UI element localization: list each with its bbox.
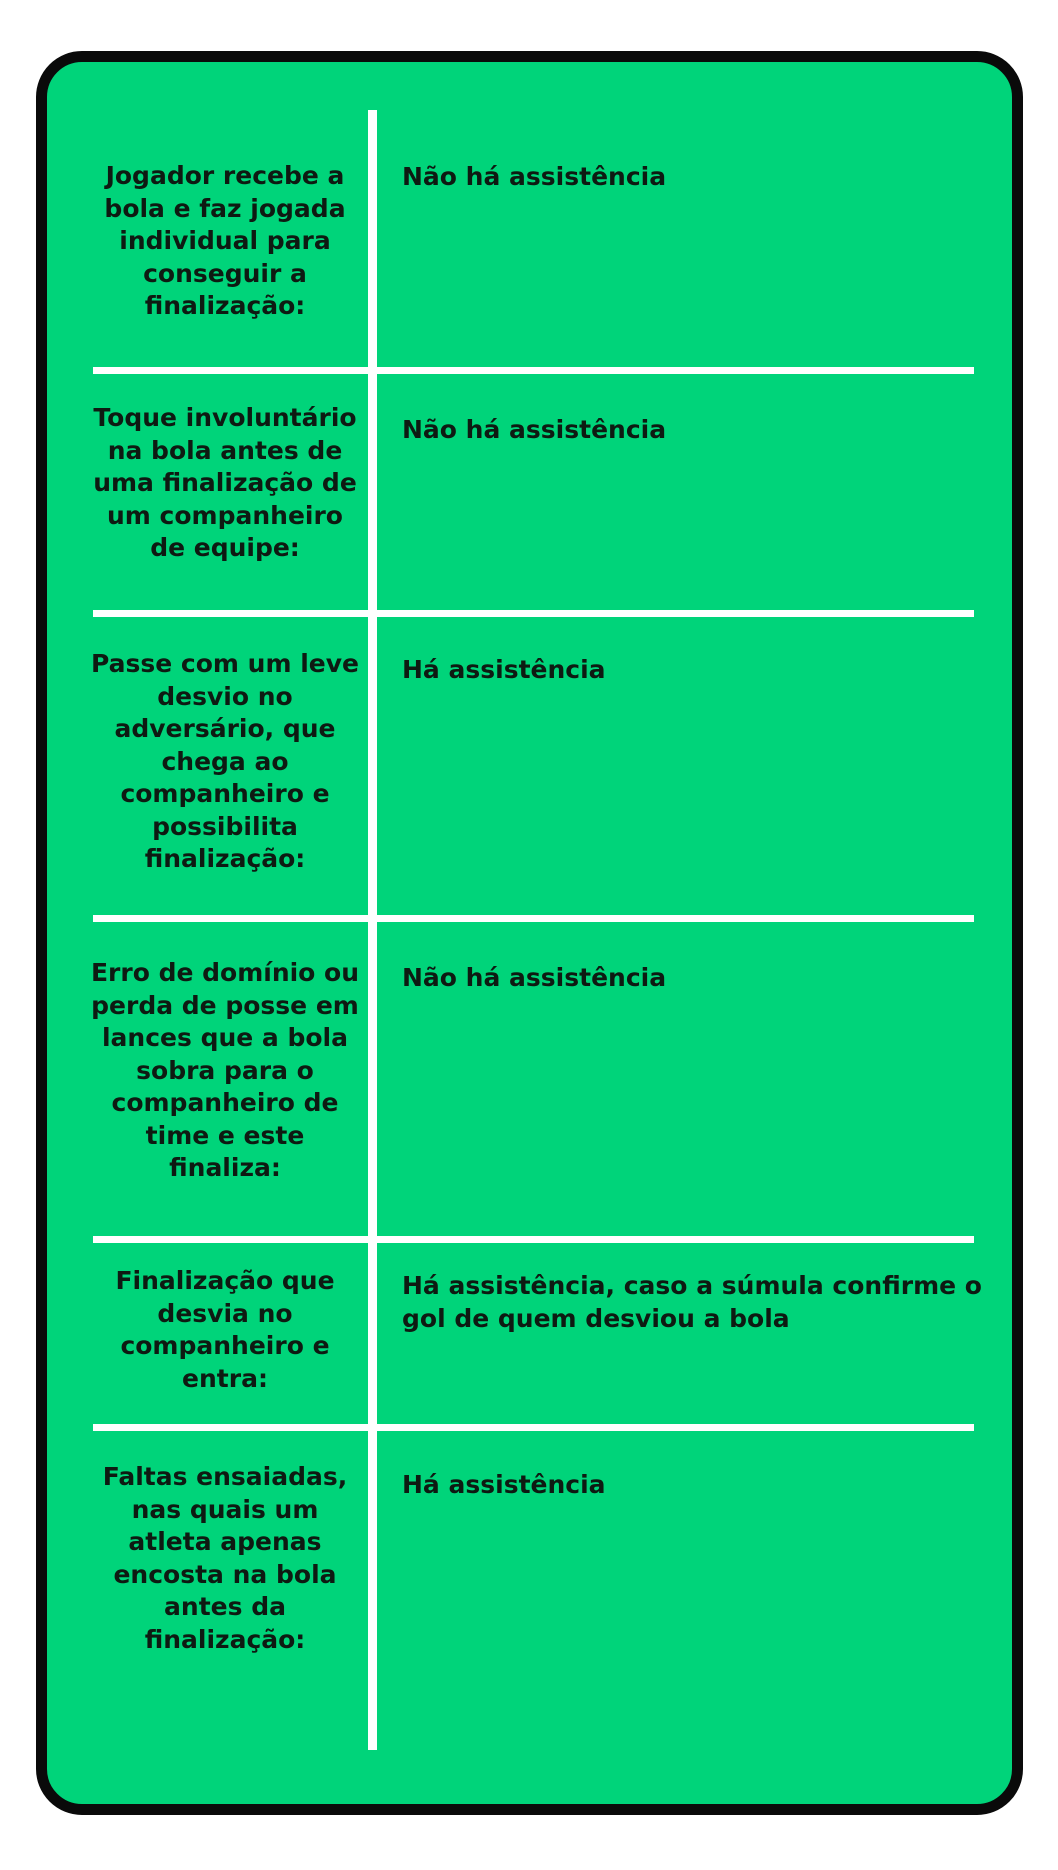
situation-label: Erro de domínio ou perda de posse em lances que a bola sobra para o companheiro de time e este finaliza: xyxy=(90,958,360,1182)
column-divider xyxy=(368,110,377,1750)
situation-label: Jogador recebe a bola e faz jogada individual para conseguir a finalização: xyxy=(104,161,346,320)
assist-ruling: Não há assistência xyxy=(402,162,667,191)
situation-label: Toque involuntário na bola antes de uma finalização de um companheiro de equipe: xyxy=(93,403,357,562)
row-divider xyxy=(93,610,974,617)
row-divider xyxy=(93,367,974,374)
assist-ruling: Há assistência xyxy=(402,655,606,684)
assist-ruling: Não há assistência xyxy=(402,415,667,444)
situation-label: Finalização que desvia no companheiro e entra: xyxy=(115,1266,335,1393)
row-divider xyxy=(93,915,974,922)
row-divider xyxy=(93,1424,974,1431)
assist-ruling: Não há assistência xyxy=(402,963,667,992)
assist-ruling: Há assistência, caso a súmula confirme o gol de quem desviou a bola xyxy=(402,1271,982,1333)
row-divider xyxy=(93,1236,974,1243)
situation-label: Passe com um leve desvio no adversário, que chega ao companheiro e possibilita finalização: xyxy=(90,649,360,873)
situation-label: Faltas ensaiadas, nas quais um atleta apenas encosta na bola antes da finalização: xyxy=(102,1462,348,1654)
assist-ruling: Há assistência xyxy=(402,1470,606,1499)
